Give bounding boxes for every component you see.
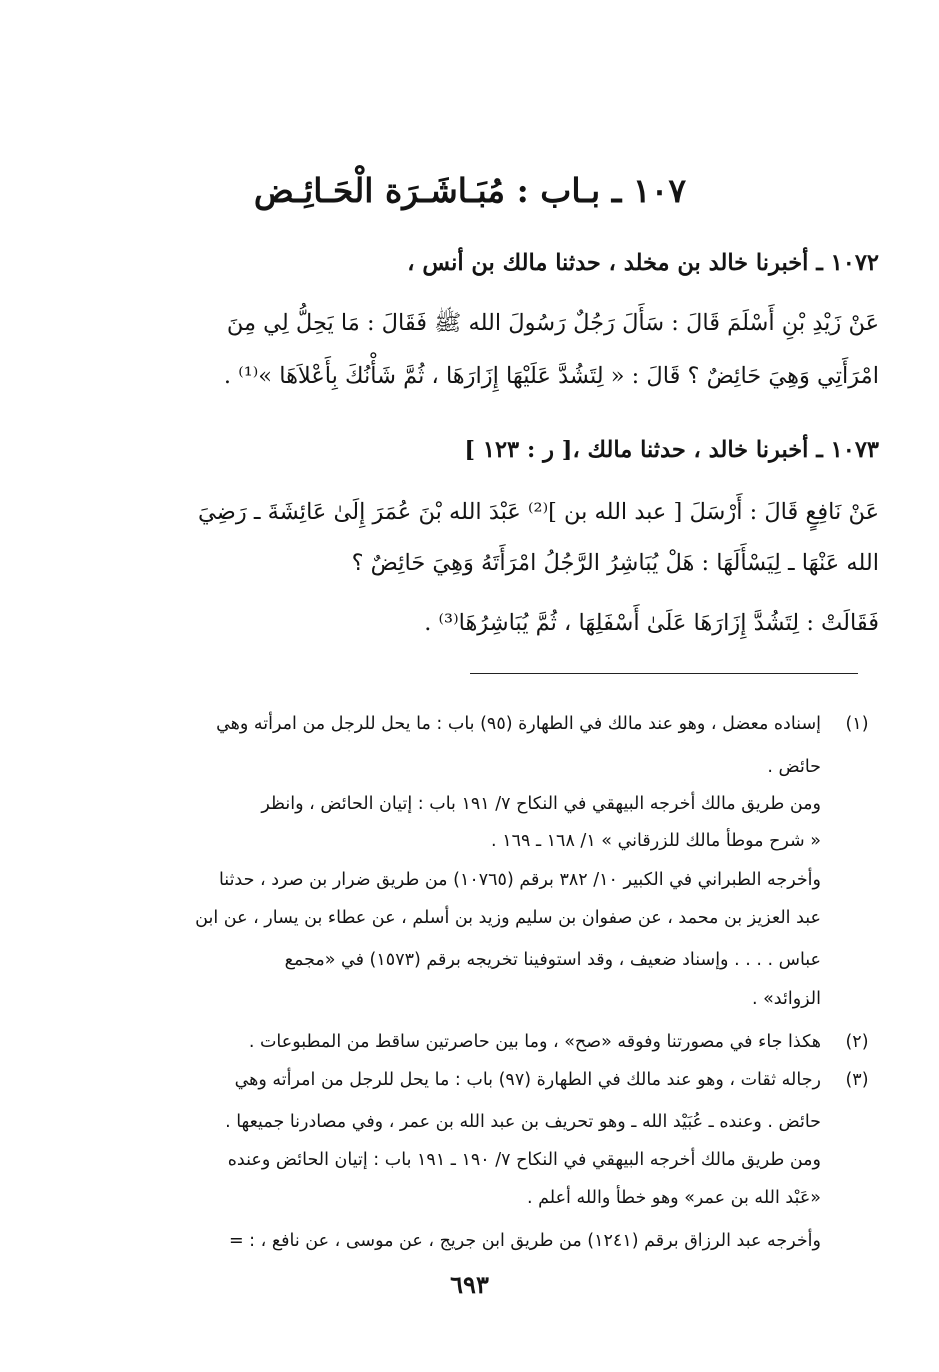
hadith-1073-isnad: ١٠٧٣ ـ أخبرنا خالد ، حدثنا مالك ،[ ر : ١٢٣ ]	[464, 437, 879, 463]
footnote-3-line-5: وأخرجه عبد الرزاق برقم (١٢٤١) من طريق ابن جريج ، عن موسى ، عن نافع ، : =	[228, 1231, 821, 1251]
hadith-1072-isnad: ١٠٧٢ ـ أخبرنا خالد بن مخلد ، حدثنا مالك بن أنس ،	[407, 250, 879, 276]
footnote-1-line-7: عباس . . . . وإسناد ضعيف ، وقد استوفينا تخريجه برقم (١٥٧٣) في «مجمع	[284, 950, 821, 970]
footnote-3-line-1: (٣) رجاله ثقات ، وهو عند مالك في الطهارة (٩٧) باب : ما يحل للرجل من امرأته وهي	[50, 1065, 869, 1095]
chapter-heading: ١٠٧ ـ بـاب : مُبَـاشَـرَة الْحَـائِـض	[253, 171, 687, 210]
footnote-2-line-1: (٢) هكذا جاء في مصورتنا وفوقه «صح» ، وما بين حاصرتين ساقط من المطبوعات .	[50, 1027, 869, 1057]
footnote-1-line-4: « شرح موطأ مالك للزرقاني » ١/ ١٦٨ ـ ١٦٩ .	[491, 831, 821, 851]
footnote-1-line-8: الزوائد» .	[751, 989, 821, 1009]
hadith-1072-text-line-1: عَنْ زَيْدِ بْنِ أَسْلَمَ قَالَ : سَأَلَ رَجُلٌ رَسُولَ الله ﷺ فَقَالَ : مَا يَحِلُّ لِي مِنَ	[226, 310, 879, 336]
footnote-1-number: (١)	[845, 714, 869, 734]
footnote-3-line-4: «عَبْد الله بن عمر» وهو خطأ والله أعلم .	[527, 1188, 821, 1208]
footnote-1-line-1: (١) إسناده معضل ، وهو عند مالك في الطهارة (٩٥) باب : ما يحل للرجل من امرأته وهي	[50, 709, 869, 739]
footnote-divider	[470, 673, 858, 674]
footnote-1-line-3: ومن طريق مالك أخرجه البيهقي في النكاح ٧/ ١٩١ باب : إتيان الحائض ، وانظر	[261, 794, 821, 814]
hadith-1073-text-line-2: الله عَنْهَا ـ لِيَسْأَلَهَا : هَلْ يُبَاشِرُ الرَّجُلُ امْرَأَتَهُ وَهِيَ حَائِضٌ ؟	[351, 550, 879, 576]
hadith-1073-text-line-3: فَقَالَتْ : لِتَشُدَّ إِزَارَهَا عَلَىٰ أَسْفَلِهَا ، ثُمَّ يُبَاشِرُهَا⁽³⁾ .	[424, 610, 879, 636]
page-number: ٦٩٣	[450, 1270, 489, 1299]
footnote-3-line-3: ومن طريق مالك أخرجه البيهقي في النكاح ٧/ ١٩٠ ـ ١٩١ باب : إتيان الحائض وعنده	[227, 1150, 821, 1170]
footnote-3-line-2: حائض . وعنده ـ عُبَيْد الله ـ وهو تحريف بن عبد الله بن عمر ، وفي مصادرنا جميعها .	[225, 1112, 821, 1132]
footnote-1-line-2: حائض .	[767, 757, 821, 777]
hadith-1072-text-line-2: امْرَأَتِي وَهِيَ حَائِضٌ ؟ قَالَ : « لِتَشُدَّ عَلَيْهَا إِزَارَهَا ، ثُمَّ شَأْنُكَ بِأَعْلاَهَا »⁽¹⁾ .	[223, 363, 879, 389]
footnote-1-line-5: وأخرجه الطبراني في الكبير ١٠/ ٣٨٢ برقم (١٠٧٦٥) من طريق ضرار بن صرد ، حدثنا	[218, 870, 821, 890]
footnote-2-number: (٢)	[845, 1032, 869, 1052]
footnote-3-number: (٣)	[845, 1070, 869, 1090]
footnote-1-line-6: عبد العزيز بن محمد ، عن صفوان بن سليم وزيد بن أسلم ، عن عطاء بن يسار ، عن ابن	[195, 908, 821, 928]
hadith-1073-text-line-1: عَنْ نَافِعٍ قَالَ : أَرْسَلَ [ عبد الله بن ]⁽²⁾ عَبْدَ الله بْنَ عُمَرَ إِلَىٰ عَائِشَةَ ـ رَضِيَ	[198, 499, 879, 525]
